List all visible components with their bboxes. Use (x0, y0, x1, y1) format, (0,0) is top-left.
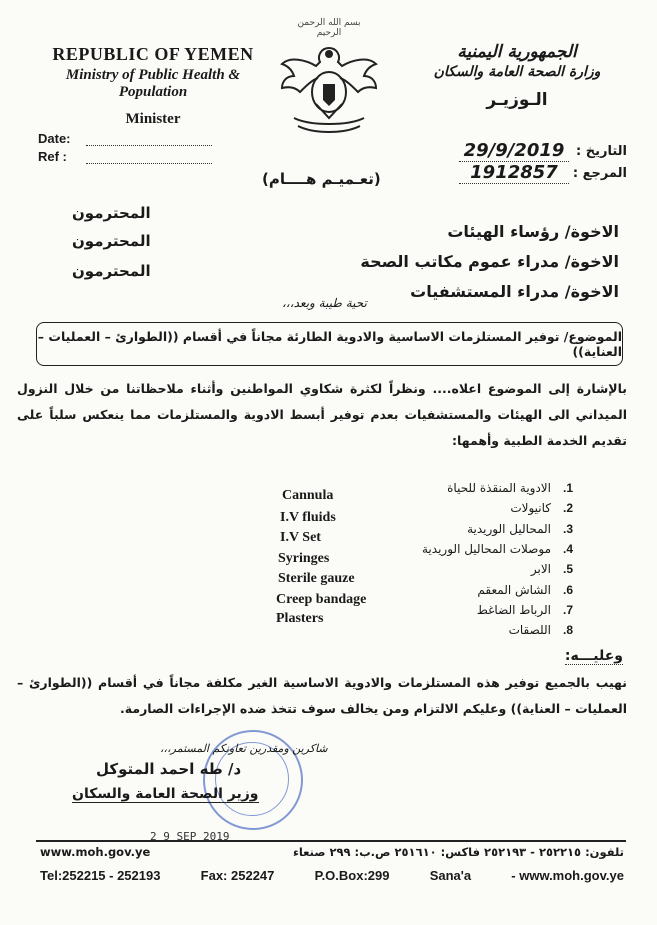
date-ref-arabic (459, 140, 627, 184)
addressee-line: الاخوة/ رؤساء الهيئات (447, 222, 619, 241)
list-item-en: Creep bandage (276, 592, 367, 607)
list-item-en: Syringes (278, 551, 330, 566)
footer-contacts-ar: تلفون: ٢٥٢٢١٥ - ٢٥٢١٩٣ فاكس: ٢٥١٦١٠ ص.ب: ٢٩٩ صنعاء (292, 845, 624, 859)
subject-text: الموضوع/ توفير المستلزمات الاساسية والادوية الطارئة مجاناً في أقسام ((الطوارئ – العمليات – العناية)) (37, 329, 622, 359)
list-item-en: Cannula (282, 488, 334, 503)
list-item: 8. اللصقات (508, 623, 573, 638)
ref-label-en: Ref : (38, 149, 67, 164)
footer-english-row (40, 868, 624, 883)
ministry-name-en: Ministry of Public Health & Population (65, 67, 241, 100)
letterhead-arabic (417, 42, 617, 110)
therefore-heading: وعليـــه: (564, 648, 623, 664)
body-paragraph: بالإشارة إلى الموضوع اعلاه.... ونظراً لكثرة شكاوي المواطنين وأثناء ملاحظاتنا من خلال النزول الميداني الى الهيئات والمستشفيات بعدم توفير أبسط الادوية والمستلزمات مما ينعكس سلباً على تقديم الخدمة الطبية وأهمها: (17, 381, 627, 448)
footer-divider (36, 840, 626, 842)
supplies-list-arabic (422, 478, 573, 640)
date-label-ar: التاريخ : (576, 143, 627, 159)
signatory-name: د/ طه احمد المتوكل (96, 760, 242, 778)
footer-city: Sana'a (429, 868, 472, 883)
basmala: بسم الله الرحمن الرحيم (297, 18, 361, 38)
country-name-en: REPUBLIC OF YEMEN (52, 44, 254, 64)
date-label-en: Date: (38, 131, 71, 146)
footer-pobox: P.O.Box:299 (314, 868, 390, 883)
date-ref-english (38, 128, 212, 164)
date-value: 29/9/2019 (459, 140, 569, 162)
closing-line: شاكرين ومقدرين تعاونكم المستمر،،، (160, 742, 328, 755)
ministry-name-ar: وزارة الصحة العامة والسكان (433, 64, 601, 80)
circular-title: (تعـميـم هــــام) (262, 170, 381, 188)
office-name-ar: الـوزيـر (486, 90, 548, 110)
addressee-line: الاخوة/ مدراء عموم مكاتب الصحة (360, 252, 619, 271)
list-item: 6. الشاش المعقم (477, 582, 573, 597)
list-item-en: Plasters (276, 611, 324, 626)
subject-box (36, 322, 623, 366)
footer-tel: Tel:252215 - 252193 (40, 868, 161, 883)
list-item: 2. كانيولات (510, 501, 573, 516)
list-item: 3. المحاليل الوريدية (467, 521, 573, 536)
list-item-en: I.V fluids (280, 510, 336, 525)
ref-label-ar: المرجع : (572, 165, 627, 181)
list-item-en: I.V Set (280, 530, 321, 545)
footer-website: www.moh.gov.ye (40, 845, 151, 859)
directive-paragraph: نهيب بالجميع توفير هذه المستلزمات والادوية الاساسية الغير مكلفة مجاناً في أقسام ((الطوارئ – العمليات – العناية)) وعليكم الالتزام ومن يخالف سوف تتخذ ضده الإجراءات الصارمة. (17, 675, 627, 716)
list-item: 1. الادوية المنقذة للحياة (447, 481, 573, 496)
country-name-ar: الجمهورية اليمنية (457, 42, 577, 62)
footer-website-right: - www.moh.gov.ye (511, 868, 624, 883)
office-name-en: Minister (125, 111, 181, 127)
greeting: تحية طيبة وبعد،،، (282, 296, 367, 310)
list-item: 4. موصلات المحاليل الوريدية (422, 542, 573, 557)
received-date-stamp: 2 9 SEP 2019 (150, 830, 230, 843)
ref-value: 1912857 (459, 162, 569, 184)
list-item: 5. الابر (530, 562, 573, 577)
honorific: المحترمون (72, 262, 151, 280)
honorific: المحترمون (72, 232, 151, 250)
date-field-en (86, 145, 212, 146)
letterhead-english (38, 44, 268, 128)
yemen-eagle-emblem-icon (276, 34, 382, 138)
list-item-en: Sterile gauze (278, 571, 355, 586)
addressee-line: الاخوة/ مدراء المستشفيات (410, 282, 619, 301)
list-item: 7. الرباط الضاغط (476, 602, 573, 617)
signatory-title: وزير الصحة العامة والسكان (72, 786, 259, 802)
ref-field-en (86, 163, 212, 164)
footer-fax: Fax: 252247 (200, 868, 275, 883)
honorific: المحترمون (72, 204, 151, 222)
footer-arabic-row (40, 845, 624, 859)
